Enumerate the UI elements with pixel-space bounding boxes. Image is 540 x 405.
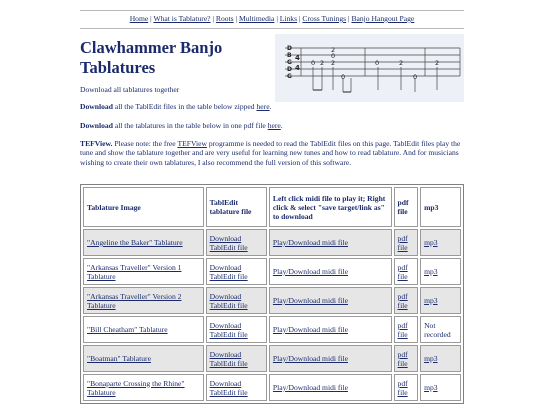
page-title-line2: Tablatures	[80, 58, 156, 77]
midi-cell	[269, 229, 392, 256]
download-zip-paragraph	[80, 102, 464, 111]
time-signature-top: 4	[295, 54, 300, 62]
tab-string-label: B	[287, 52, 292, 59]
table-row	[83, 229, 461, 256]
tefview-text-2: programme is needed to read the TablEdit files on this page. TablEdit files play the tune and show the tablature together and are very useful for learning new tunes and how to read tablature. And for musicians wishing to create their own tablatures, I also recommend the full version of this software.	[80, 139, 461, 167]
tef-download-link[interactable]: Download TablEdit file	[209, 233, 248, 252]
time-signature-bottom: 4	[295, 64, 300, 72]
nav-link-multimedia[interactable]: Multimedia	[238, 14, 275, 23]
nav-separator: |	[235, 14, 238, 23]
tefview-text-1: Please note: the free	[112, 139, 178, 148]
tablature-cell	[83, 287, 204, 314]
nav-separator: |	[276, 14, 278, 23]
nav-separator: |	[348, 14, 350, 23]
mp3-link[interactable]: mp3	[424, 383, 438, 392]
midi-link[interactable]: Play/Download midi file	[272, 354, 348, 363]
nav-link-roots[interactable]: Roots	[215, 14, 234, 23]
download-all-text: Download all tablatures together	[80, 85, 180, 94]
download-zip-text: all the TablEdit files in the table below zipped	[112, 102, 257, 111]
mp3-link[interactable]: mp3	[424, 238, 438, 247]
tefview-bold: TEFView.	[80, 139, 113, 148]
page-title	[80, 38, 270, 78]
tab-fret-mark: 2	[435, 59, 440, 67]
tef-cell	[206, 287, 267, 314]
tef-download-link[interactable]: Download TablEdit file	[209, 262, 248, 281]
mp3-link[interactable]: mp3	[424, 354, 438, 363]
midi-link[interactable]: Play/Download midi file	[272, 238, 348, 247]
tab-fret-mark: 0	[413, 73, 418, 81]
pdf-cell	[394, 258, 419, 285]
mp3-cell	[420, 258, 461, 285]
table-header-row	[83, 187, 461, 227]
table-row	[83, 316, 461, 343]
tef-cell	[206, 316, 267, 343]
header-mp3: mp3	[420, 187, 461, 227]
tablature-link[interactable]: "Bill Cheatham" Tablature	[87, 325, 168, 334]
download-pdf-bold: Download	[80, 121, 113, 130]
tef-cell	[206, 229, 267, 256]
nav-link-links[interactable]: Links	[279, 14, 298, 23]
tab-fret-mark: 0	[331, 52, 336, 60]
tef-download-link[interactable]: Download TablEdit file	[209, 349, 248, 368]
midi-link[interactable]: Play/Download midi file	[272, 383, 348, 392]
tab-string-label: D	[287, 66, 292, 73]
header-pdf: pdf file	[394, 187, 419, 227]
tablature-link[interactable]: "Angeline the Baker" Tablature	[87, 238, 183, 247]
mp3-cell	[420, 229, 461, 256]
tablature-cell	[83, 374, 204, 401]
table-row	[83, 374, 461, 401]
nav-separator: |	[298, 14, 301, 23]
tef-download-link[interactable]: Download TablEdit file	[209, 378, 248, 397]
tab-fret-mark: 2	[399, 59, 404, 67]
tef-cell	[206, 258, 267, 285]
tablature-cell	[83, 345, 204, 372]
page-title-line1: Clawhammer Banjo	[80, 38, 223, 57]
tablature-table	[80, 184, 464, 404]
tefview-link[interactable]: TEFView	[177, 139, 207, 148]
tab-string-label: G	[287, 59, 292, 66]
download-pdf-paragraph	[80, 121, 464, 130]
pdf-cell	[394, 374, 419, 401]
tab-fret-mark: 0	[341, 73, 346, 81]
midi-link[interactable]: Play/Download midi file	[272, 267, 348, 276]
nav-separator: |	[212, 14, 214, 23]
header-tabledit-file: TablEdit tablature file	[206, 187, 267, 227]
tablature-link[interactable]: "Boatman" Tablature	[87, 354, 151, 363]
download-zip-bold: Download	[80, 102, 113, 111]
top-rule	[80, 10, 464, 11]
mp3-cell	[420, 316, 461, 343]
pdf-cell	[394, 229, 419, 256]
download-pdf-link[interactable]: here	[267, 121, 281, 130]
midi-cell	[269, 374, 392, 401]
tablature-cell	[83, 258, 204, 285]
header-midi: Left click midi file to play it; Right click & select "save target/link as" to download	[269, 187, 392, 227]
table-row	[83, 258, 461, 285]
tefview-paragraph	[80, 139, 464, 167]
mp3-link[interactable]: mp3	[424, 296, 438, 305]
download-pdf-end: .	[280, 121, 283, 130]
download-pdf-text: all the tablatures in the table below in one pdf file	[112, 121, 268, 130]
mp3-not-recorded: Not recorded	[424, 320, 451, 339]
pdf-cell	[394, 345, 419, 372]
top-navigation	[80, 14, 464, 23]
pdf-cell	[394, 316, 419, 343]
midi-cell	[269, 258, 392, 285]
nav-link-cross-tunings[interactable]: Cross Tunings	[302, 14, 347, 23]
midi-cell	[269, 287, 392, 314]
nav-link-banjo-hangout[interactable]: Banjo Hangout Page	[351, 14, 415, 23]
tab-fret-mark: 0	[375, 59, 380, 67]
midi-link[interactable]: Play/Download midi file	[272, 325, 348, 334]
tef-cell	[206, 345, 267, 372]
tablature-cell	[83, 229, 204, 256]
pdf-link[interactable]: pdf file	[397, 262, 408, 281]
tab-fret-mark: 2	[331, 59, 336, 67]
nav-link-what-is-tablature[interactable]: What is Tablature?	[153, 14, 211, 23]
tab-fret-mark: 2	[331, 46, 336, 54]
tab-fret-mark: 0	[311, 59, 316, 67]
tef-cell	[206, 374, 267, 401]
header-tablature-image: Tablature Image	[83, 187, 204, 227]
mp3-cell	[420, 287, 461, 314]
download-zip-end: .	[269, 102, 272, 111]
nav-separator: |	[150, 14, 152, 23]
tablature-cell	[83, 316, 204, 343]
midi-cell	[269, 345, 392, 372]
tablature-link[interactable]: "Arkansas Traveller" Version 1 Tablature	[87, 262, 182, 281]
tef-download-link[interactable]: Download TablEdit file	[209, 291, 248, 310]
tef-download-link[interactable]: Download TablEdit file	[209, 320, 248, 339]
pdf-link[interactable]: pdf file	[397, 291, 408, 310]
nav-bottom-rule	[80, 28, 464, 29]
table-row	[83, 287, 461, 314]
pdf-link[interactable]: pdf file	[397, 233, 408, 252]
pdf-link[interactable]: pdf file	[397, 349, 408, 368]
tab-fret-mark: 2	[320, 59, 325, 67]
tab-string-label: D	[287, 45, 292, 52]
tab-string-label: G	[287, 73, 292, 80]
tablature-link[interactable]: "Bonaparte Crossing the Rhine" Tablature	[87, 378, 185, 397]
mp3-cell	[420, 345, 461, 372]
mp3-cell	[420, 374, 461, 401]
table-row	[83, 345, 461, 372]
pdf-link[interactable]: pdf file	[397, 320, 408, 339]
nav-link-home[interactable]: Home	[129, 14, 149, 23]
download-zip-link[interactable]: here	[256, 102, 270, 111]
tablature-link[interactable]: "Arkansas Traveller" Version 2 Tablature	[87, 291, 182, 310]
pdf-cell	[394, 287, 419, 314]
midi-link[interactable]: Play/Download midi file	[272, 296, 348, 305]
midi-cell	[269, 316, 392, 343]
mp3-link[interactable]: mp3	[424, 267, 438, 276]
pdf-link[interactable]: pdf file	[397, 378, 408, 397]
